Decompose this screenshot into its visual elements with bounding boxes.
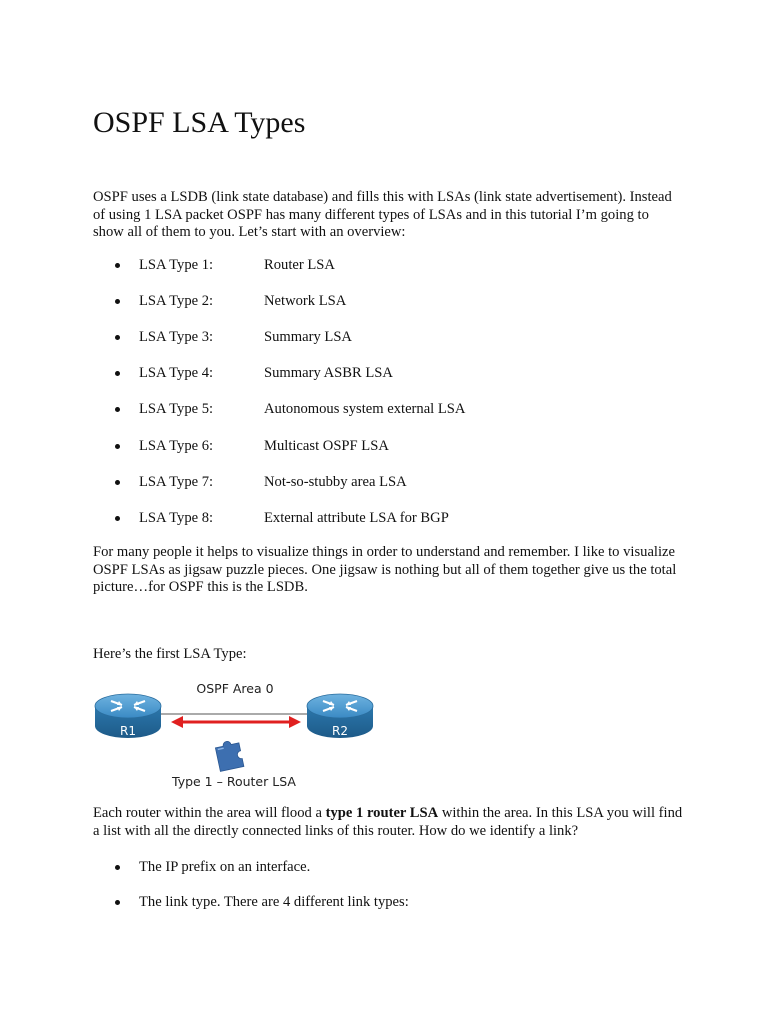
link-identify-text: The IP prefix on an interface. <box>139 859 311 875</box>
diagram-caption: Type 1 – Router LSA <box>172 774 296 789</box>
bullet-icon <box>115 480 120 485</box>
puzzle-piece-icon <box>215 739 244 771</box>
lsa-type-name: Not-so-stubby area LSA <box>264 473 407 490</box>
bullet-icon <box>115 299 120 304</box>
para3-text-before: Each router within the area will flood a <box>93 805 326 821</box>
bidirectional-arrow-icon <box>171 716 301 728</box>
lsa-type-name: Summary LSA <box>264 329 352 346</box>
lsa-type-number: LSA Type 7: <box>139 473 214 490</box>
lsa-type-name: External attribute LSA for BGP <box>264 509 449 526</box>
lsa-type-number: LSA Type 2: <box>139 293 214 310</box>
para3-bold-term: type 1 router LSA <box>325 805 439 821</box>
bullet-icon <box>115 900 120 905</box>
lsa-type-name: Summary ASBR LSA <box>264 365 393 382</box>
lsa-type-number: LSA Type 8: <box>139 509 214 526</box>
router-lsa-diagram <box>93 677 413 795</box>
lsa-type-name: Multicast OSPF LSA <box>264 437 389 454</box>
area-label: OSPF Area 0 <box>196 681 274 696</box>
page-title: OSPF LSA Types <box>93 106 306 139</box>
lsa-type-number: LSA Type 6: <box>139 437 214 454</box>
link-identify-text: The link type. There are 4 different link types: <box>139 894 409 910</box>
bullet-icon <box>115 335 120 340</box>
lsa-type-number: LSA Type 5: <box>139 401 214 418</box>
para3-text-after: within the area. In this LSA you will find a list with all the directly connected links of this router. How do we identify a link? <box>93 805 683 839</box>
router-lsa-diagram-svg <box>93 677 413 795</box>
lsa-type-number: LSA Type 3: <box>139 329 214 346</box>
intro-paragraph: OSPF uses a LSDB (link state database) and fills this with LSAs (link state advertisement). Instead of using 1 LSA packet OSPF has many different types of LSAs and in this tutorial I’m going to show all of them to you. Let’s start with an overview: <box>93 189 672 240</box>
bullet-icon <box>115 865 120 870</box>
bullet-icon <box>115 371 120 376</box>
first-lsa-intro: Here’s the first LSA Type: <box>93 646 247 662</box>
lsa-type-name: Network LSA <box>264 293 347 310</box>
bullet-icon <box>115 263 120 268</box>
router-lsa-paragraph <box>93 805 683 840</box>
lsa-type-number: LSA Type 1: <box>139 257 214 273</box>
bullet-icon <box>115 407 120 412</box>
bullet-icon <box>115 516 120 521</box>
lsa-type-name: Autonomous system external LSA <box>264 401 466 418</box>
lsa-type-name: Router LSA <box>264 257 335 273</box>
bullet-icon <box>115 444 120 449</box>
lsa-type-number: LSA Type 4: <box>139 365 214 382</box>
visualize-paragraph: For many people it helps to visualize things in order to understand and remember. I like to visualize OSPF LSAs as jigsaw puzzle pieces. One jigsaw is nothing but all of them together give us the total picture…for OSPF this is the LSDB. <box>93 544 677 595</box>
router-r1-label: R1 <box>120 724 136 738</box>
router-r2-label: R2 <box>332 724 348 738</box>
